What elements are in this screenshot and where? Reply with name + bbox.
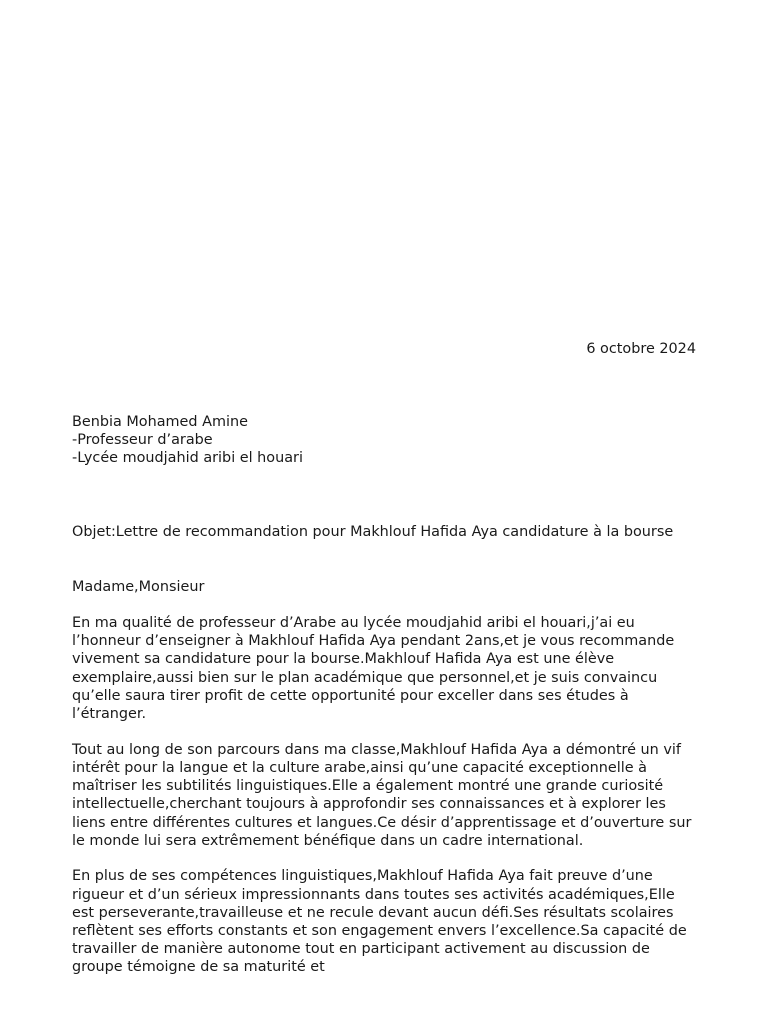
sender-block (72, 413, 702, 468)
body-paragraph-3: En plus de ses compétences linguistiques,Makhlouf Hafida Aya fait preuve d’une rigueur et d’un sérieux impressionnants dans toutes ses activités académiques,Elle est perseverante,travailleuse et ne recule devant aucun défi.Ses résultats scolaires reflètent ses efforts constants et son engagement envers l’excellence.Sa capacité de travailler de manière autonome tout en participant activement au discussion de groupe témoigne de sa maturité et (72, 868, 687, 976)
body-paragraph-2: Tout au long de son parcours dans ma classe,Makhlouf Hafida Aya a démontré un vif intérêt pour la langue et la culture arabe,ainsi qu’une capacité exceptionnelle à maîtriser les subtilités linguistiques.Elle a également montré une grande curiosité intellectuelle,cherchant toujours à approfondir ses connaissances et à explorer les liens entre différentes cultures et langues.Ce désir d’apprentissage et d’ouverture sur le monde lui sera extrêmement bénéfique dans un cadre international. (72, 741, 692, 849)
sender-title: -Professeur d’arabe (72, 432, 213, 449)
sender-name: Benbia Mohamed Amine (72, 414, 248, 430)
letter-subject: Objet:Lettre de recommandation pour Makhlouf Hafida Aya candidature à la bourse (72, 524, 674, 540)
letter-date: 6 octobre 2024 (586, 341, 696, 357)
letter-salutation: Madame,Monsieur (72, 579, 205, 595)
body-paragraph-1: En ma qualité de professeur d’Arabe au lycée moudjahid aribi el houari,j’ai eu l’honneur d’enseigner à Makhlouf Hafida Aya pendant 2ans,et je vous recommande vivement sa candidature pour la bourse.Makhlouf Hafida Aya est une élève exemplaire,aussi bien sur le plan académique que personnel,et je suis convaincu qu’elle saura tirer profit de cette opportunité pour exceller dans ses études à l’étranger. (72, 615, 675, 723)
sender-school: -Lycée moudjahid aribi el houari (72, 450, 303, 467)
letter-body (72, 614, 700, 994)
